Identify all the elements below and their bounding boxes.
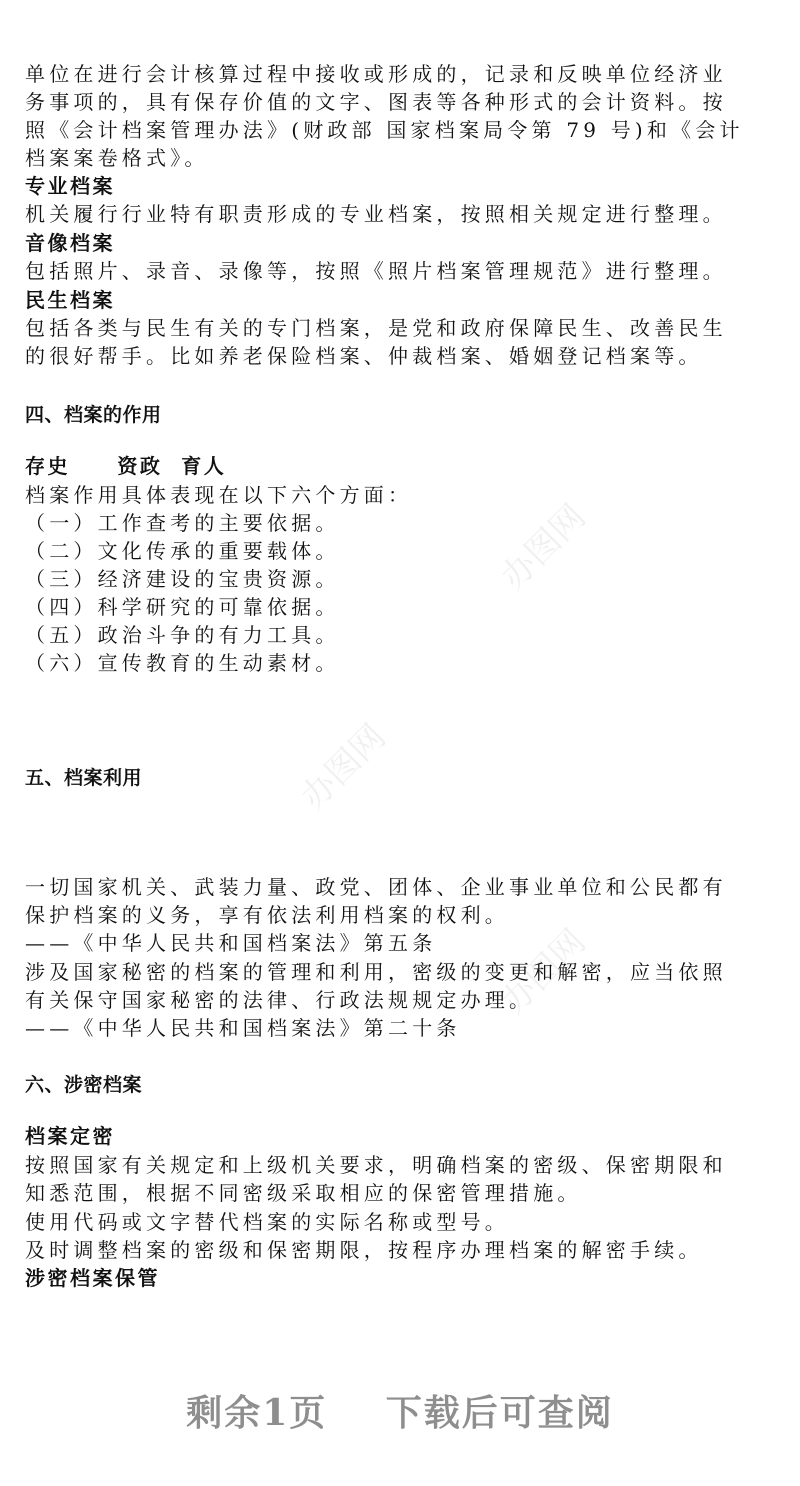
list-item: （四）科学研究的可靠依据。 bbox=[25, 595, 340, 619]
subheading-role: 存史 资政 育人 bbox=[25, 454, 227, 478]
paragraph-line: 及时调整档案的密级和保密期限，按程序办理档案的解密手续。 bbox=[25, 1238, 703, 1262]
citation-line: ——《中华人民共和国档案法》第五条 bbox=[25, 931, 437, 955]
paragraph-line: 涉及国家秘密的档案的管理和利用，密级的变更和解密，应当依照 bbox=[25, 960, 727, 984]
watermark: 办图网 bbox=[493, 496, 594, 598]
paragraph-line: 档案案卷格式》。 bbox=[25, 146, 209, 170]
subheading-keep: 涉密档案保管 bbox=[25, 1266, 160, 1290]
paragraph-line: 包括照片、录音、录像等，按照《照片档案管理规范》进行整理。 bbox=[25, 259, 727, 283]
subheading-professional: 专业档案 bbox=[25, 174, 115, 198]
watermark: 办图网 bbox=[493, 921, 594, 1023]
paragraph-line: 档案作用具体表现在以下六个方面： bbox=[25, 483, 413, 507]
subheading-audiovisual: 音像档案 bbox=[25, 231, 115, 255]
remaining-pages-label: 剩余1页 bbox=[186, 1392, 328, 1434]
list-item: （五）政治斗争的有力工具。 bbox=[25, 623, 340, 647]
subheading-classify: 档案定密 bbox=[25, 1124, 115, 1148]
paragraph-line: 按照国家有关规定和上级机关要求，明确档案的密级、保密期限和 bbox=[25, 1153, 727, 1177]
paragraph-line: 包括各类与民生有关的专门档案，是党和政府保障民生、改善民生 bbox=[25, 316, 727, 340]
subheading-livelihood: 民生档案 bbox=[25, 288, 115, 312]
paragraph-line: 知悉范围，根据不同密级采取相应的保密管理措施。 bbox=[25, 1181, 582, 1205]
list-item: （三）经济建设的宝贵资源。 bbox=[25, 567, 340, 591]
list-item: （六）宣传教育的生动素材。 bbox=[25, 651, 340, 675]
section-heading-6: 六、涉密档案 bbox=[25, 1074, 143, 1096]
paragraph-line: 务事项的，具有保存价值的文字、图表等各种形式的会计资料。按 bbox=[25, 90, 727, 114]
list-item: （二）文化传承的重要载体。 bbox=[25, 539, 340, 563]
download-to-view-label: 下载后可查阅 bbox=[385, 1392, 614, 1434]
paragraph-line: 机关履行行业特有职责形成的专业档案，按照相关规定进行整理。 bbox=[25, 202, 727, 226]
section-heading-5: 五、档案利用 bbox=[25, 767, 143, 789]
paragraph-line: 单位在进行会计核算过程中接收或形成的，记录和反映单位经济业 bbox=[25, 62, 727, 86]
paragraph-line: 有关保守国家秘密的法律、行政法规规定办理。 bbox=[25, 988, 534, 1012]
paragraph-line: 的很好帮手。比如养老保险档案、仲裁档案、婚姻登记档案等。 bbox=[25, 344, 703, 368]
list-item: （一）工作查考的主要依据。 bbox=[25, 511, 340, 535]
download-prompt[interactable] bbox=[0, 1388, 800, 1438]
paragraph-line: 照《会计档案管理办法》(财政部 国家档案局令第 79 号)和《会计 bbox=[25, 118, 744, 142]
paragraph-line: 保护档案的义务，享有依法利用档案的权利。 bbox=[25, 903, 509, 927]
section-heading-4: 四、档案的作用 bbox=[25, 404, 162, 426]
citation-line: ——《中华人民共和国档案法》第二十条 bbox=[25, 1016, 461, 1040]
paragraph-line: 一切国家机关、武装力量、政党、团体、企业事业单位和公民都有 bbox=[25, 875, 727, 899]
watermark: 办图网 bbox=[293, 716, 394, 818]
paragraph-line: 使用代码或文字替代档案的实际名称或型号。 bbox=[25, 1210, 509, 1234]
